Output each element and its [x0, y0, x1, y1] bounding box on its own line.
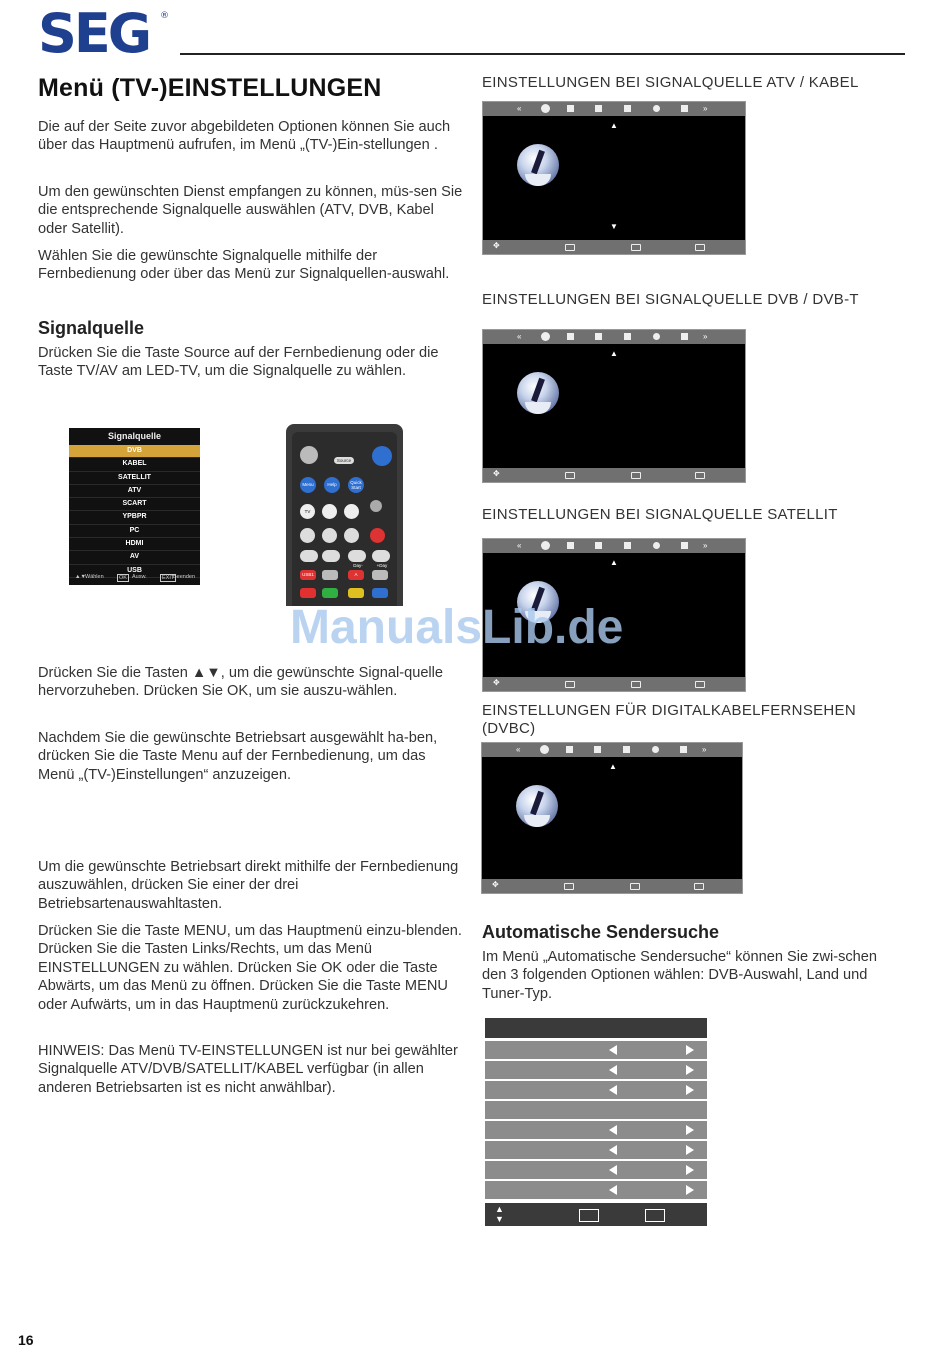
prev-icon [348, 550, 366, 562]
satellite-dish-icon [517, 372, 559, 414]
source-menu-item: ATV [69, 485, 200, 498]
hint-key-icon [695, 244, 705, 251]
hint-key-icon [695, 472, 705, 479]
intro-paragraph-2: Um den gewünschten Dienst empfangen zu können, müs-sen Sie die entsprechende Signalquelle auswählen (ATV, DVB, Kabel oder Satellit). [38, 184, 463, 237]
grid-tab-icon [624, 542, 631, 549]
arrow-right-icon [686, 1185, 694, 1195]
chevron-left-icon: « [517, 541, 522, 550]
signal-source-paragraph: Drücken Sie die Taste Source auf der Fernbedienung oder die Taste TV/AV am LED-TV, um die Signalquelle zu wählen. [38, 345, 439, 380]
svg-text:®: ® [160, 11, 169, 21]
chevron-up-icon: ▲ [610, 121, 618, 130]
source-menu-item: KABEL [69, 458, 200, 471]
dialog-footer [485, 1203, 707, 1226]
select-paragraph-1: Drücken Sie die Tasten ▲▼, um die gewünschte Signal-quelle hervorzuheben. Drücken Sie OK, um sie auszu-wählen. [38, 665, 444, 700]
ok-key-icon: OK [119, 575, 127, 581]
arrow-right-icon [686, 1125, 694, 1135]
record-icon [370, 528, 385, 543]
source-menu-item: AV [69, 551, 200, 564]
chevron-right-icon: » [703, 541, 708, 550]
satellite-tab-icon [541, 332, 550, 341]
remote-control-image [286, 424, 403, 606]
option-row [485, 1081, 707, 1099]
arrow-right-icon [686, 1085, 694, 1095]
arrow-right-icon [686, 1065, 694, 1075]
arrow-left-icon [609, 1145, 617, 1155]
hint-key-icon [694, 883, 704, 890]
satellite-tab-icon [541, 541, 550, 550]
menu-hint-bar [483, 240, 745, 254]
gear-tab-icon [653, 542, 660, 549]
usb-button-label: USB1 [302, 572, 314, 577]
updown-icon: ▲▼ [75, 574, 86, 580]
quick-start-label: Quick Start [350, 480, 362, 490]
power-icon [372, 446, 392, 466]
source-menu-item: DVB [69, 445, 200, 458]
satellite-dish-icon [516, 785, 558, 827]
menu-button-label: Menu [302, 482, 314, 487]
sound-tab-icon [595, 105, 602, 112]
chevron-up-icon: ▲ [610, 349, 618, 358]
day-minus-label: Day- [353, 563, 363, 568]
grid-tab-icon [624, 105, 631, 112]
picture-tab-icon [567, 542, 574, 549]
eject-icon [300, 528, 315, 543]
sound-tab-icon [595, 333, 602, 340]
menu-tab-bar [483, 330, 745, 344]
mute-icon [300, 446, 318, 464]
arrow-left-icon [609, 1085, 617, 1095]
chevron-left-icon: « [517, 104, 522, 113]
seg-logo [38, 6, 173, 58]
red-key [300, 588, 316, 598]
option-row [485, 1181, 707, 1199]
lock-tab-icon [681, 542, 688, 549]
move-icon: ✥ [493, 678, 500, 687]
small-rect-icon [322, 570, 338, 580]
picture-tab-icon [567, 105, 574, 112]
select-paragraph-2: Nachdem Sie die gewünschte Betriebsart ausgewählt ha-ben, drücken Sie die Taste Menu auf der Fernbedienung, um das Menü „(TV-)Einstellungen“ anzuzeigen. [38, 730, 438, 783]
watermark: ManualsLib.de [290, 601, 624, 654]
small-key-icon [370, 500, 382, 512]
hint-key-icon [695, 681, 705, 688]
option-row [485, 1141, 707, 1159]
dvbc-heading: EINSTELLUNGEN FÜR DIGITALKABELFERNSEHEN (DVBC) [482, 702, 856, 738]
dialog-header [485, 1018, 707, 1038]
hint-key-icon [631, 244, 641, 251]
help-button-label: Help [327, 482, 337, 487]
menu-tab-bar [483, 102, 745, 116]
tv-button-label: TV [304, 509, 311, 514]
remote-body [292, 432, 397, 606]
next-icon [372, 550, 390, 562]
intro-paragraph-1: Die auf der Seite zuvor abgebildeten Optionen können Sie auch über das Hauptmenü aufrufen, im Menü „(TV-)Ein-stellungen . [38, 119, 451, 154]
source-footer-ok: Ausw. [132, 574, 147, 580]
chevron-left-icon: « [517, 332, 522, 341]
hint-key-icon [631, 681, 641, 688]
source-footer-exit: Beenden [173, 574, 196, 580]
arrow-right-icon [686, 1165, 694, 1175]
grid-tab-icon [624, 333, 631, 340]
chevron-down-icon: ▼ [610, 222, 618, 231]
hint-key-icon [565, 472, 575, 479]
gear-tab-icon [652, 746, 659, 753]
auto-search-heading: Automatische Sendersuche [482, 922, 720, 942]
page-number: 16 [18, 1332, 34, 1348]
hint-key-icon [631, 472, 641, 479]
menu-hint-bar [483, 468, 745, 482]
source-menu-item: SCART [69, 498, 200, 511]
arrow-left-icon [609, 1165, 617, 1175]
forward-icon [322, 550, 340, 562]
source-menu-title: Signalquelle [107, 431, 161, 441]
lock-tab-icon [680, 746, 687, 753]
source-menu-footer [69, 571, 200, 585]
sound-tab-icon [595, 542, 602, 549]
option-row-empty [485, 1101, 707, 1119]
source-footer-select: Wählen [85, 574, 104, 580]
satellite-tab-icon [541, 104, 550, 113]
menu-hint-bar [483, 677, 745, 691]
header-rule [180, 53, 905, 55]
updown-icon: ▲ ▼ [495, 1204, 504, 1224]
direct-paragraph-2: Drücken Sie die Taste MENU, um das Hauptmenü einzu-blenden. Drücken Sie die Tasten Links/Rechts, um das Menü EINSTELLUNGEN zu wählen. Drücken Sie OK oder die Taste Abwärts, um das Menü zu öffnen. Drücken Sie die Taste MENU oder Aufwärts, um in das Hauptmenü zurückzukehren. [38, 923, 462, 1013]
source-menu-item: YPBPR [69, 511, 200, 524]
lock-tab-icon [681, 105, 688, 112]
option-row [485, 1041, 707, 1059]
atv-heading: EINSTELLUNGEN BEI SIGNALQUELLE ATV / KABEL [482, 74, 859, 91]
dvb-menu-screen [482, 329, 746, 483]
green-key [322, 588, 338, 598]
home-icon [344, 504, 359, 519]
option-row [485, 1121, 707, 1139]
page-title: Menü (TV-)EINSTELLUNGEN [38, 74, 382, 102]
source-menu-item: SATELLIT [69, 472, 200, 485]
chevron-right-icon: » [703, 332, 708, 341]
play-icon [322, 528, 337, 543]
grid-tab-icon [623, 746, 630, 753]
menu-tab-bar [483, 539, 745, 553]
small-rect-icon [372, 570, 388, 580]
dvbc-menu-screen [481, 742, 743, 894]
source-menu-item: PC [69, 525, 200, 538]
option-row [485, 1161, 707, 1179]
intro-paragraph-3: Wählen Sie die gewünschte Signalquelle mithilfe der Fernbedienung oder über das Menü zur Signalquellen-auswahl. [38, 248, 450, 283]
note-paragraph: HINWEIS: Das Menü TV-EINSTELLUNGEN ist nur bei gewählter Signalquelle ATV/DVB/SATELLIT/KABEL verfügbar (in allen anderen Betriebsarten ist es nicht anwählbar). [38, 1043, 458, 1096]
rewind-icon [300, 550, 318, 562]
menu-hint-bar [482, 879, 742, 893]
chevron-right-icon: » [703, 104, 708, 113]
satellite-dish-icon [517, 144, 559, 186]
hint-key-icon [630, 883, 640, 890]
menu-tab-bar [482, 743, 742, 757]
arrow-left-icon [609, 1045, 617, 1055]
arrow-left-icon [609, 1185, 617, 1195]
satellite-tab-icon [540, 745, 549, 754]
picture-tab-icon [567, 333, 574, 340]
svg-text:SEG: SEG [38, 6, 150, 58]
direct-paragraph-1: Um die gewünschte Betriebsart direkt mithilfe der Fernbedienung auszuwählen, drücken Sie einer der drei Betriebsartenauswahltasten. [38, 859, 459, 912]
atv-menu-screen [482, 101, 746, 255]
dvb-heading: EINSTELLUNGEN BEI SIGNALQUELLE DVB / DVB-T [482, 291, 859, 308]
source-menu-item: USB [69, 565, 200, 578]
source-menu-item: HDMI [69, 538, 200, 551]
hint-key-icon [564, 883, 574, 890]
yellow-key [348, 588, 364, 598]
picture-tab-icon [566, 746, 573, 753]
hint-key-icon [579, 1209, 599, 1222]
move-icon: ✥ [493, 469, 500, 478]
chevron-up-icon: ▲ [610, 558, 618, 567]
eye-icon [322, 504, 337, 519]
day-plus-label: +Day [376, 563, 388, 568]
source-button: Source [334, 457, 354, 464]
hint-key-icon [565, 681, 575, 688]
option-row [485, 1061, 707, 1079]
auto-search-paragraph: Im Menü „Automatische Sendersuche“ können Sie zwi-schen den 3 folgenden Optionen wählen: DVB-Auswahl, Land und Tuner-Typ. [482, 949, 878, 1002]
arrow-left-icon [609, 1065, 617, 1075]
signal-source-heading: Signalquelle [38, 318, 145, 338]
chevron-up-icon: ▲ [609, 762, 617, 771]
source-menu-image [69, 428, 200, 585]
arrow-right-icon [686, 1145, 694, 1155]
hint-key-icon [565, 244, 575, 251]
move-icon: ✥ [492, 880, 499, 889]
chevron-right-icon: » [702, 745, 707, 754]
stop-icon [344, 528, 359, 543]
exit-key-icon: EXIT [162, 575, 175, 581]
a-button-label: A [354, 572, 358, 577]
lock-tab-icon [681, 333, 688, 340]
blue-key [372, 588, 388, 598]
sound-tab-icon [594, 746, 601, 753]
satellite-heading: EINSTELLUNGEN BEI SIGNALQUELLE SATELLIT [482, 506, 838, 523]
gear-tab-icon [653, 105, 660, 112]
hint-key-icon [645, 1209, 665, 1222]
auto-search-dialog [485, 1018, 707, 1226]
arrow-left-icon [609, 1125, 617, 1135]
chevron-left-icon: « [516, 745, 521, 754]
gear-tab-icon [653, 333, 660, 340]
arrow-right-icon [686, 1045, 694, 1055]
move-icon: ✥ [493, 241, 500, 250]
